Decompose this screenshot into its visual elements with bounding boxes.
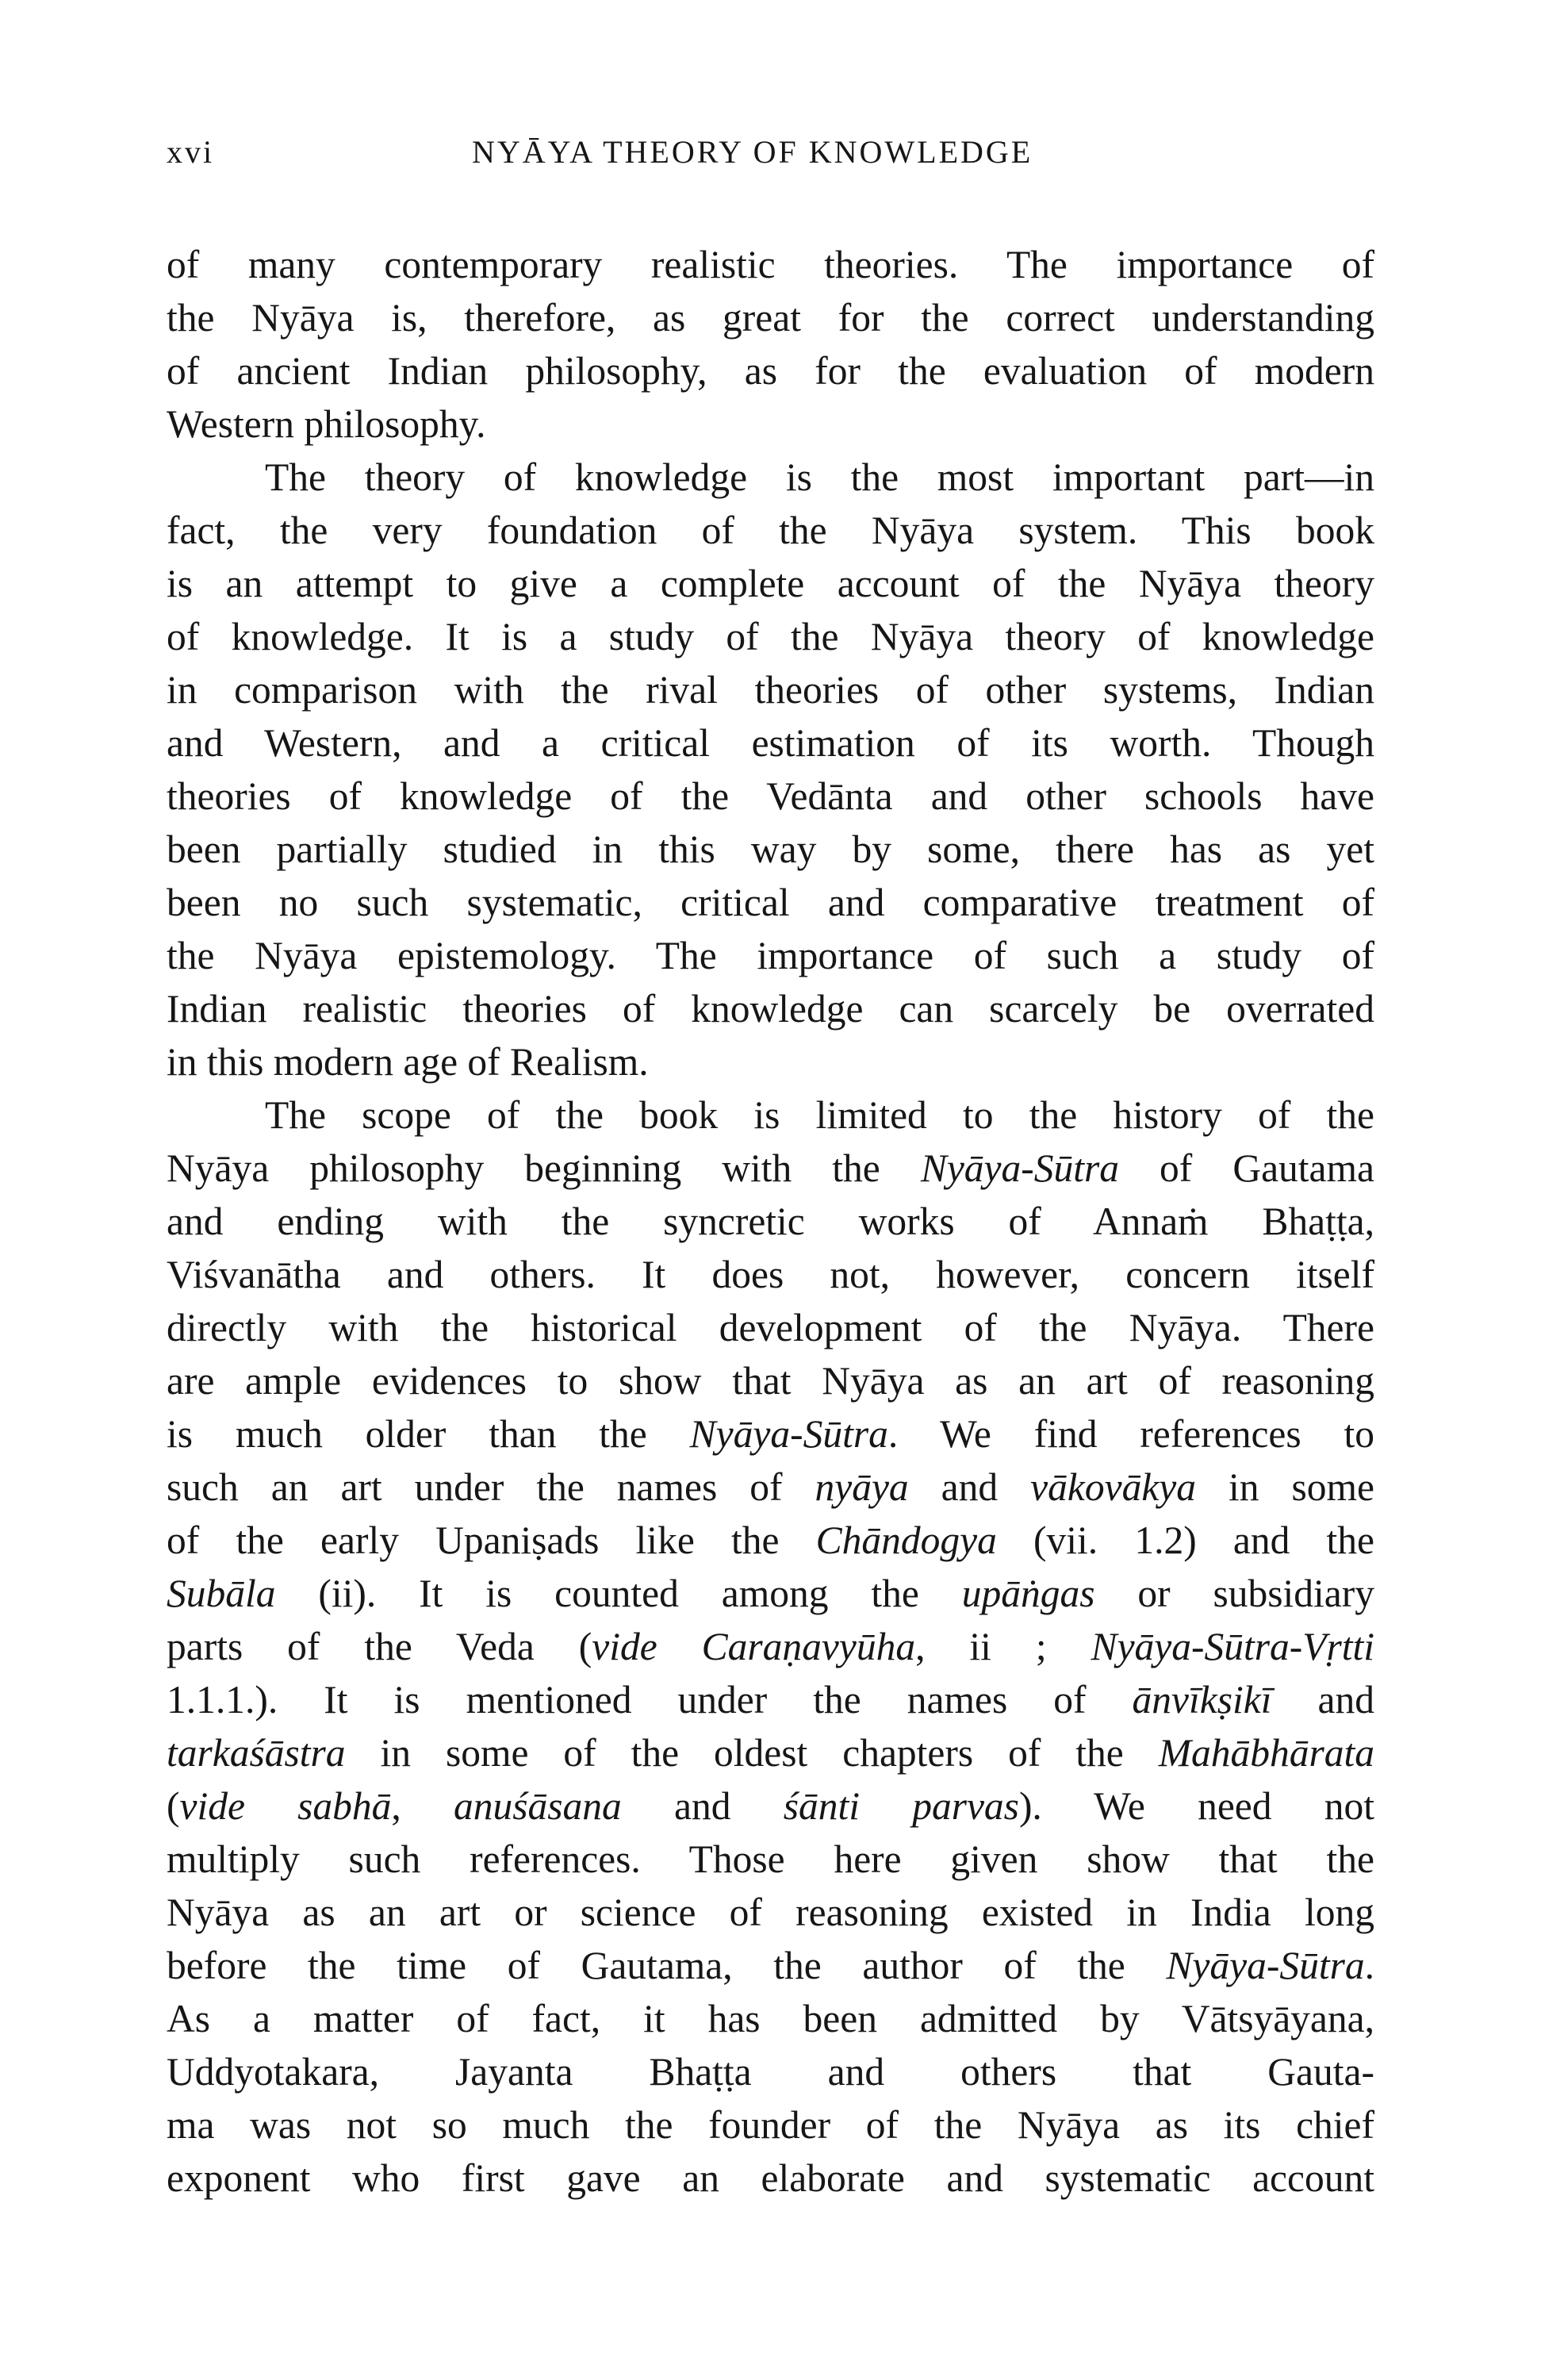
text-line: [167, 1301, 1374, 1354]
text-run: of Gautama: [1119, 1146, 1374, 1190]
text-line: [167, 1567, 1374, 1620]
text-line: [167, 1620, 1374, 1673]
text-line: [167, 1992, 1374, 2045]
text-run: , ii ;: [915, 1625, 1091, 1668]
text-run: theories of knowledge of the Vedānta and other schools have: [167, 774, 1374, 818]
text-run: such an art under the names of: [167, 1465, 815, 1509]
italic-term: Subāla: [167, 1572, 276, 1615]
text-run: Nyāya as an art or science of reasoning existed in India long: [167, 1891, 1374, 1934]
text-line: [167, 1142, 1374, 1195]
text-line: [167, 2045, 1374, 2098]
text-run: The scope of the book is limited to the history of the: [265, 1093, 1374, 1137]
text-run: and: [1271, 1678, 1374, 1722]
text-line: [167, 2152, 1374, 2205]
text-line: [167, 344, 1374, 397]
text-run: before the time of Gautama, the author of the: [167, 1944, 1167, 1987]
text-line: [167, 1833, 1374, 1886]
text-run: Viśvanātha and others. It does not, however, concern itself: [167, 1253, 1374, 1296]
text-line: [167, 397, 1374, 451]
italic-term: śānti parvas: [783, 1784, 1019, 1828]
text-run: and Western, and a critical estimation of its worth. Though: [167, 721, 1374, 765]
page-number: xvi: [167, 134, 215, 170]
text-run: in some: [1196, 1465, 1374, 1509]
text-run: Western philosophy.: [167, 402, 486, 446]
text-line: [167, 1088, 1374, 1142]
text-run: and ending with the syncretic works of Annaṁ Bhaṭṭa,: [167, 1200, 1374, 1243]
italic-term: nyāya: [815, 1465, 909, 1509]
italic-term: anuśāsana: [454, 1784, 622, 1828]
text-run: is much older than the: [167, 1412, 690, 1456]
paragraph: [167, 451, 1374, 1088]
text-run: The theory of knowledge is the most important part—in: [265, 455, 1374, 499]
italic-term: Nyāya-Sūtra-Vṛtti: [1091, 1625, 1374, 1668]
italic-term: vākovākya: [1030, 1465, 1197, 1509]
text-line: [167, 1354, 1374, 1407]
text-run: (ii). It is counted among the: [275, 1572, 962, 1615]
text-run: in comparison with the rival theories of other systems, Indian: [167, 668, 1374, 712]
text-line: [167, 770, 1374, 823]
text-run: ,: [391, 1784, 454, 1828]
text-line: [167, 1195, 1374, 1248]
text-run: As a matter of fact, it has been admitted by Vātsyāyana,: [167, 1997, 1374, 2040]
text-line: [167, 1779, 1374, 1833]
italic-term: Nyāya-Sūtra: [689, 1412, 888, 1456]
text-run: .: [1364, 1944, 1374, 1987]
text-line: [167, 1514, 1374, 1567]
text-line: [167, 663, 1374, 716]
text-line: [167, 716, 1374, 770]
running-title: NYĀYA THEORY OF KNOWLEDGE: [472, 134, 1033, 170]
body-text: [167, 238, 1374, 2205]
text-line: [167, 1726, 1374, 1779]
italic-term: Nyāya-Sūtra: [1166, 1944, 1365, 1987]
text-line: [167, 1248, 1374, 1301]
paragraph: [167, 1088, 1374, 2205]
text-line: [167, 238, 1374, 291]
text-run: or subsidiary: [1094, 1572, 1374, 1615]
italic-term: Chāndogya: [815, 1518, 997, 1562]
text-run: ). We need not: [1018, 1784, 1374, 1828]
text-run: exponent who first gave an elaborate and systematic account: [167, 2156, 1374, 2200]
text-run: ma was not so much the founder of the Nyāya as its chief: [167, 2103, 1374, 2147]
italic-term: ānvīkṣikī: [1132, 1678, 1272, 1722]
text-line: [167, 291, 1374, 344]
text-run: Uddyotakara, Jayanta Bhaṭṭa and others that Gauta-: [167, 2050, 1374, 2094]
text-line: [167, 823, 1374, 876]
text-run: in this modern age of Realism.: [167, 1040, 649, 1084]
text-run: (: [167, 1784, 180, 1828]
text-run: are ample evidences to show that Nyāya as an art of reasoning: [167, 1359, 1374, 1403]
text-run: multiply such references. Those here given show that the: [167, 1837, 1374, 1881]
text-line: [167, 982, 1374, 1035]
text-line: [167, 876, 1374, 929]
text-run: been partially studied in this way by some, there has as yet: [167, 827, 1374, 871]
text-run: of ancient Indian philosophy, as for the evaluation of modern: [167, 349, 1374, 393]
text-line: [167, 1939, 1374, 1992]
text-line: [167, 1407, 1374, 1461]
text-run: (vii. 1.2) and the: [996, 1518, 1374, 1562]
text-line: [167, 1035, 1374, 1088]
text-run: of many contemporary realistic theories. The importance of: [167, 243, 1374, 286]
italic-term: upāṅgas: [961, 1572, 1095, 1615]
text-run: Indian realistic theories of knowledge can scarcely be overrated: [167, 987, 1374, 1031]
text-run: and: [621, 1784, 784, 1828]
text-run: is an attempt to give a complete account of the Nyāya theory: [167, 562, 1374, 605]
text-run: 1.1.1.). It is mentioned under the names of: [167, 1678, 1133, 1722]
text-run: of knowledge. It is a study of the Nyāya theory of knowledge: [167, 615, 1374, 658]
text-run: the Nyāya is, therefore, as great for the correct understanding: [167, 296, 1374, 340]
italic-term: Mahābhārata: [1158, 1731, 1374, 1775]
text-line: [167, 2098, 1374, 2152]
text-line: [167, 557, 1374, 610]
text-run: fact, the very foundation of the Nyāya system. This book: [167, 509, 1374, 552]
italic-term: Nyāya-Sūtra: [920, 1146, 1120, 1190]
text-run: Nyāya philosophy beginning with the: [167, 1146, 921, 1190]
text-line: [167, 610, 1374, 663]
text-line: [167, 929, 1374, 982]
text-line: [167, 504, 1374, 557]
text-run: and: [908, 1465, 1031, 1509]
text-line: [167, 1461, 1374, 1514]
text-run: parts of the Veda (: [167, 1625, 592, 1668]
text-run: . We find references to: [887, 1412, 1374, 1456]
italic-term: vide Caraṇavyūha: [592, 1625, 916, 1668]
italic-term: vide sabhā: [179, 1784, 392, 1828]
text-run: been no such systematic, critical and comparative treatment of: [167, 881, 1374, 924]
text-run: of the early Upaniṣads like the: [167, 1518, 816, 1562]
text-run: in some of the oldest chapters of the: [345, 1731, 1159, 1775]
italic-term: tarkaśāstra: [167, 1731, 346, 1775]
text-line: [167, 1673, 1374, 1726]
text-line: [167, 451, 1374, 504]
paragraph: [167, 238, 1374, 451]
text-run: the Nyāya epistemology. The importance of such a study of: [167, 934, 1374, 977]
text-line: [167, 1886, 1374, 1939]
text-run: directly with the historical development of the Nyāya. There: [167, 1306, 1374, 1349]
